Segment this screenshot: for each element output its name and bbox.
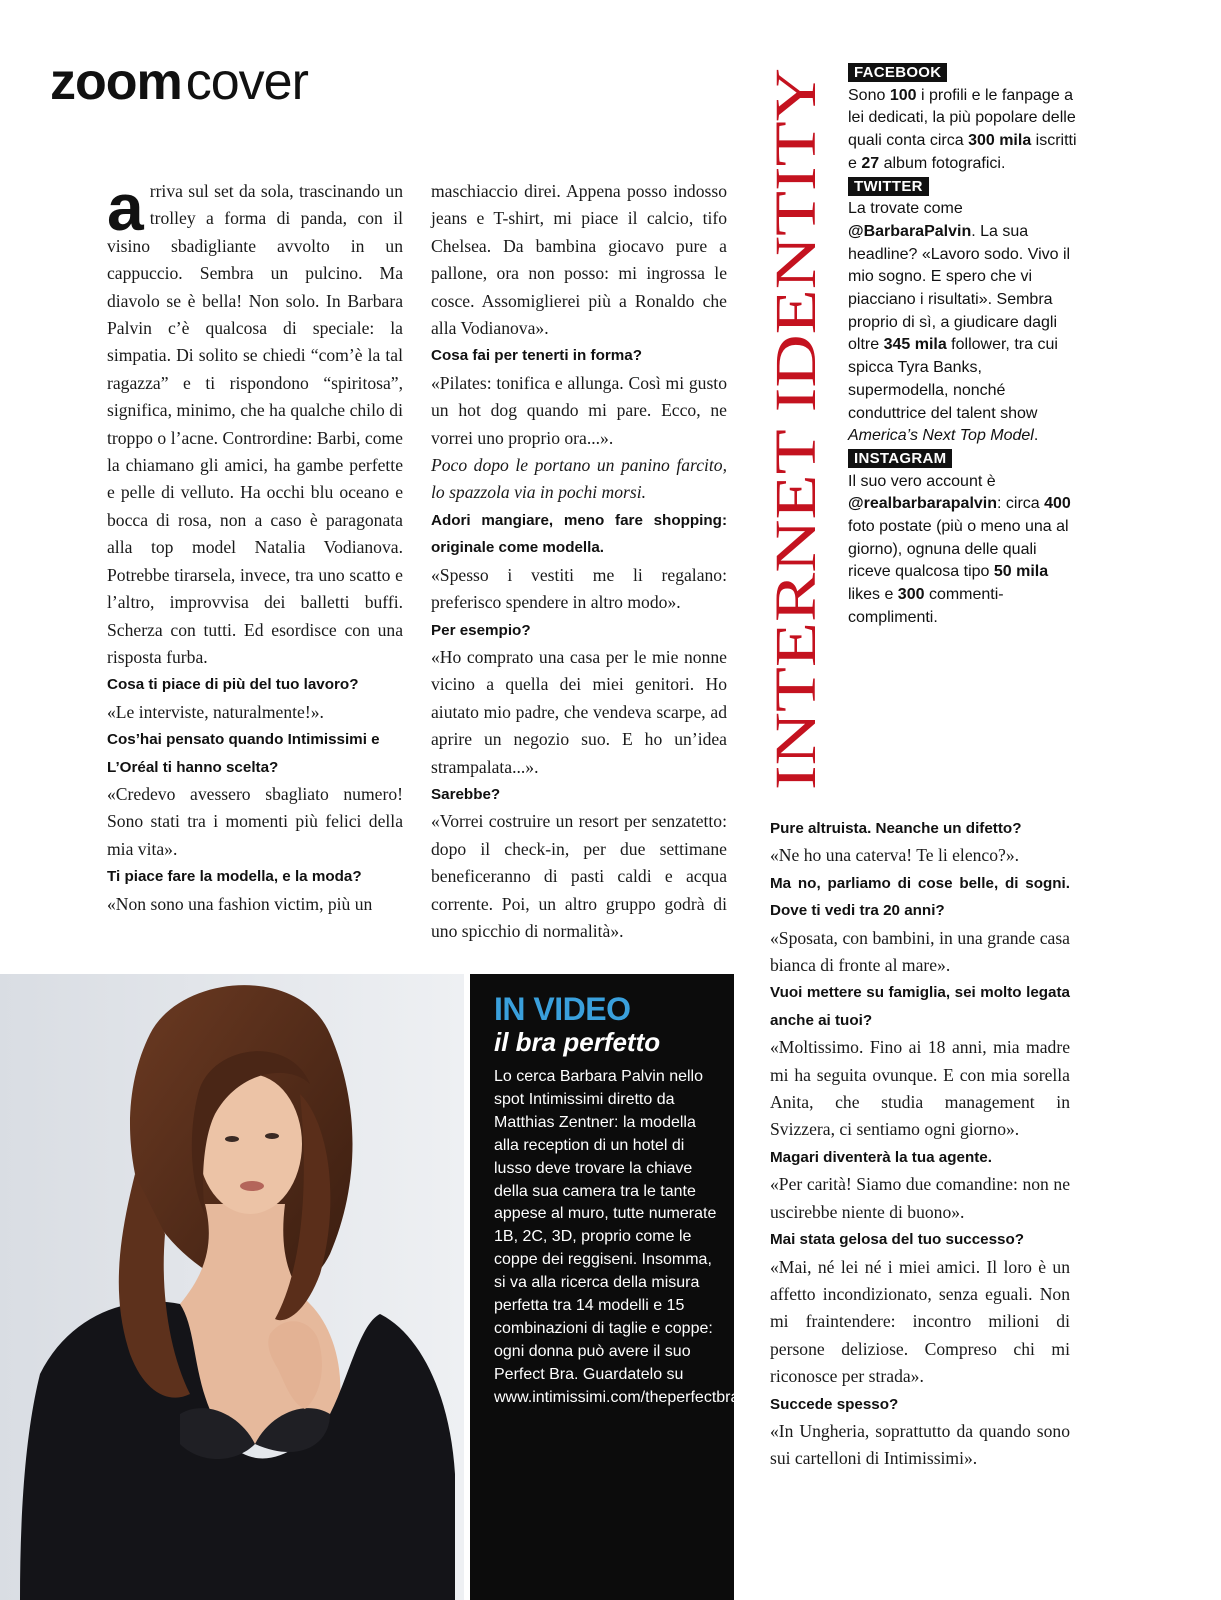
answer: «Ne ho una caterva! Te li elenco?». <box>770 845 1020 866</box>
question: Cosa ti piace di più del tuo lavoro? <box>107 676 359 694</box>
answer: «Moltissimo. Fino ai 18 anni, mia madre mi ha seguita ovunque. E con mia sorella Anita, che studia management in Svizzera, ci sentiamo ogni giorno». <box>770 1037 1070 1140</box>
question: Cosa fai per tenerti in forma? <box>431 347 642 365</box>
question: Sarebbe? <box>431 785 501 803</box>
question: Magari diventerà la tua agente. <box>770 1148 992 1166</box>
answer: «Per carità! Siamo due comandine: non ne uscirebbe niente di buono». <box>770 1174 1070 1222</box>
question: Ma no, parliamo di cose belle, di sogni. Dove ti vedi tra 20 anni? <box>770 874 1070 920</box>
instagram-label: INSTAGRAM <box>848 449 952 468</box>
italic-aside: Poco dopo le portano un panino farcito, lo spazzola via in pochi morsi. <box>431 455 727 503</box>
article-column-2 <box>431 178 727 945</box>
answer: «Vorrei costruire un resort per senzatetto: dopo il check-in, per due settimane beneficeranno di pasti caldi e acqua corrente. Poi, un altro gruppo godrà di uno spicchio di normalità». <box>431 811 727 941</box>
section-header-light: cover <box>185 53 308 111</box>
model-photo-illustration <box>0 974 464 1600</box>
video-box-body: Lo cerca Barbara Palvin nello spot Intimissimi diretto da Matthias Zentner: la modella alla reception di un hotel di lusso deve trovare la chiave della sua camera tra le tante appese al muro, tutte numerate 1B, 2C, 3D, proprio come le coppe dei reggiseni. Insomma, si va alla ricerca della misura perfetta tra 14 modelli e 15 combinazioni di taglie e coppe: ogni donna può avere il suo Perfect Bra. Guardatelo su www.intimissimi.com/theperfectbra <box>494 1068 740 1406</box>
answer: «Non sono una fashion victim, più un <box>107 893 373 914</box>
answer: «Le interviste, naturalmente!». <box>107 701 324 722</box>
question: Succede spesso? <box>770 1395 899 1413</box>
question: Adori mangiare, meno fare shopping: originale come modella. <box>431 511 727 557</box>
answer: «Pilates: tonifica e allunga. Così mi gusto un hot dog quando mi pare. Ecco, ne vorrei uno proprio ora...». <box>431 372 727 448</box>
section-header-bold: zoom <box>50 53 182 111</box>
drop-cap: a <box>107 170 144 244</box>
question: Ti piace fare la modella, e la moda? <box>107 868 362 886</box>
question: Vuoi mettere su famiglia, sei molto legata anche ai tuoi? <box>770 984 1070 1029</box>
article-column-1 <box>107 170 403 918</box>
answer: «In Ungheria, soprattutto da quando sono sui cartelloni di Intimissimi». <box>770 1420 1070 1469</box>
internet-identity-title <box>763 60 828 796</box>
question: Cos’hai pensato quando Intimissimi e L’Oréal ti hanno scelta? <box>107 731 380 776</box>
question: Pure altruista. Neanche un difetto? <box>770 820 1022 837</box>
answer: «Credevo avessero sbagliato numero! Sono stati tra i momenti più felici della mia vita». <box>107 783 403 859</box>
model-photo <box>0 974 464 1600</box>
twitter-text: La trovate come @BarbaraPalvin. La sua headline? «Lavoro sodo. Vivo il mio sogno. E spero che vi piacciano i risultati». Sembra proprio di sì, a giudicare dagli oltre 345 mila follower, tra cui spicca Tyra Banks, supermodella, nonché conduttrice del talent show America’s Next Top Model. <box>848 200 1071 445</box>
answer: maschiaccio direi. Appena posso indosso jeans e T-shirt, mi piace il calcio, tifo Chelsea. Da bambina giocavo pure a pallone, ora non posso: mi ingrossa le cosce. Assomiglierei più a Ronaldo che alla Vodianova». <box>431 181 727 339</box>
social-sidebar <box>848 62 1080 630</box>
section-header <box>50 52 308 112</box>
answer: «Mai, né lei né i miei amici. Il loro è un affetto incondizionato, senza eguali. Non mi fraintendere: incontro milioni di persone deliziose. Compreso chi mi riconosce per strada». <box>770 1256 1070 1387</box>
twitter-label: TWITTER <box>848 177 929 196</box>
video-box-subtitle: il bra perfetto <box>494 1027 661 1057</box>
facebook-text: Sono 100 i profili e le fanpage a lei dedicati, la più popolare delle quali conta circa 300 mila iscritti e 27 album fotografici. <box>848 86 1077 172</box>
video-box-title: IN VIDEO <box>494 991 631 1027</box>
vertical-title-text: INTERNET IDENTITY <box>763 222 828 790</box>
question: Mai stata gelosa del tuo successo? <box>770 1231 1025 1249</box>
video-box <box>470 974 740 1600</box>
answer: «Ho comprato una casa per le mie nonne vicino a quella dei miei genitori. Ho aiutato mio padre, che vendeva scarpe, ad aprire un negozio suo. E ho un’idea strampalata...». <box>431 646 727 777</box>
instagram-text: Il suo vero account è @realbarbarapalvin: circa 400 foto postate (più o meno una al giorno), ognuna delle quali riceve qualcosa tipo 50 mila likes e 300 commenti-complimenti. <box>848 472 1071 626</box>
facebook-label: FACEBOOK <box>848 63 947 82</box>
question: Per esempio? <box>431 621 531 639</box>
article-column-3 <box>770 815 1070 1473</box>
intro-paragraph <box>107 170 403 671</box>
answer: «Sposata, con bambini, in una grande casa bianca di fronte al mare». <box>770 927 1070 976</box>
intro-text: rriva sul set da sola, trascinando un trolley a forma di panda, con il visino sbadigliante avvolto in un cappuccio. Sembra un pulcino. Ma diavolo se è bella! Non solo. In Barbara Palvin c’è qualcosa di speciale: la simpatia. Di solito se chiedi “com’è la tal ragazza” e ti rispondono “spiritosa”, significa, minimo, che ha qualche chilo di troppo o l’acne. Contrordine: Barbi, come la chiamano gli amici, ha gambe perfette e pelle di velluto. Ha occhi blu oceano e bocca di rosa, non a caso è paragonata alla top model Natalia Vodianova. Potrebbe tirarsela, invece, tra uno scatto e l’altro, improvvisa dei balletti buffi. Scherza con tutti. Ed esordisce con una risposta furba. <box>107 181 403 667</box>
answer: «Spesso i vestiti me li regalano: preferisco spendere in altro modo». <box>431 564 727 613</box>
vertical-title-svg <box>763 60 828 796</box>
